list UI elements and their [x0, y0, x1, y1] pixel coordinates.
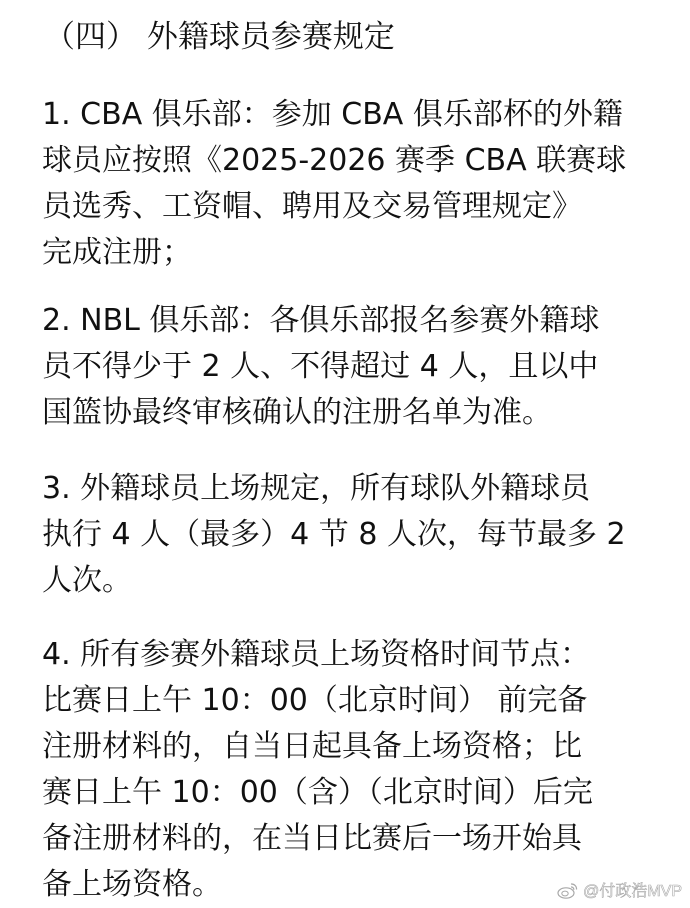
paragraph-nbl-clubs — [42, 298, 662, 436]
text-line: 球员应按照《2025-2026 赛季 CBA 联赛球 — [42, 143, 627, 178]
text-line: 3. 外籍球员上场规定，所有球队外籍球员 — [42, 471, 591, 506]
text-line: 2. NBL 俱乐部：各俱乐部报名参赛外籍球 — [42, 303, 600, 338]
paragraph-playing-rules — [42, 466, 662, 604]
text-line: 1. CBA 俱乐部：参加 CBA 俱乐部杯的外籍 — [42, 97, 623, 132]
watermark — [557, 878, 682, 901]
weibo-icon — [557, 881, 579, 899]
paragraph-eligibility-deadline — [42, 632, 662, 908]
text-line: 4. 所有参赛外籍球员上场资格时间节点： — [42, 637, 591, 672]
text-line: 国篮协最终审核确认的注册名单为准。 — [42, 395, 552, 430]
paragraph-cba-clubs — [42, 92, 662, 276]
text-line: 赛日上午 10：00（含）（北京时间）后完 — [42, 775, 593, 810]
text-line: 备注册材料的，在当日比赛后一场开始具 — [42, 821, 582, 856]
text-line: 注册材料的，自当日起具备上场资格；比 — [42, 729, 582, 764]
text-line: 员选秀、工资帽、聘用及交易管理规定》 — [42, 189, 582, 224]
text-line: 完成注册； — [42, 235, 192, 270]
text-line: 比赛日上午 10：00（北京时间） 前完备 — [42, 683, 588, 718]
text-line: 员不得少于 2 人、不得超过 4 人，且以中 — [42, 349, 599, 384]
text-line: 备上场资格。 — [42, 867, 222, 902]
watermark-text: @付政浩MVP — [583, 883, 682, 900]
text-line: 执行 4 人（最多）4 节 8 人次，每节最多 2 — [42, 517, 626, 552]
text-line: 人次。 — [42, 563, 132, 598]
section-heading: （四） 外籍球员参赛规定 — [44, 19, 395, 55]
